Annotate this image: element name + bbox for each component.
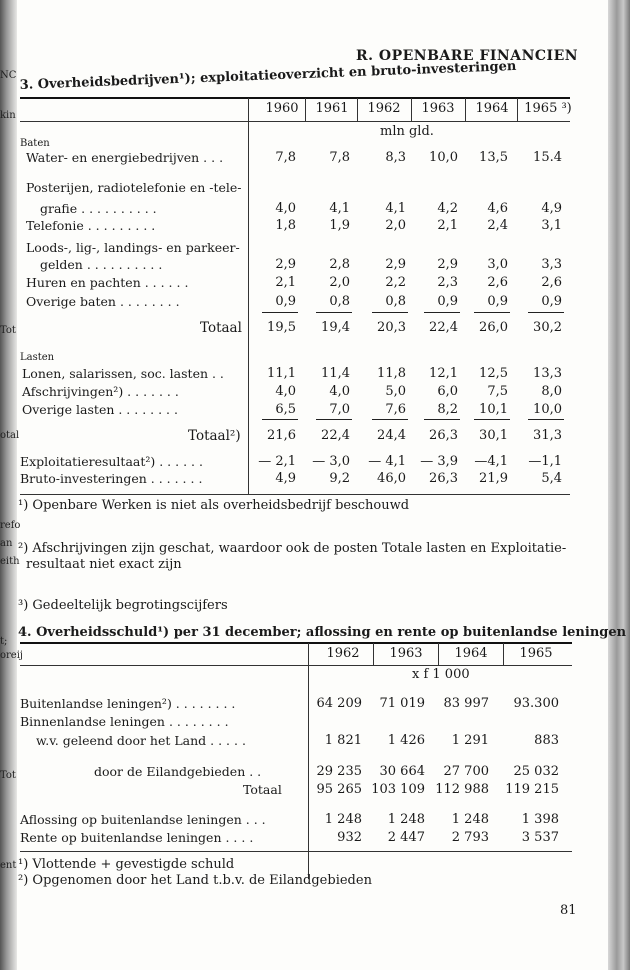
table-cell: 93.300	[513, 696, 559, 711]
table-cell: 1 248	[451, 812, 489, 827]
table-cell: 20,3	[377, 320, 406, 335]
table-cell: 4,1	[329, 201, 350, 216]
table-cell: 19,4	[321, 320, 350, 335]
row-label: Afschrijvingen²) . . . . . . .	[22, 384, 179, 399]
row-label: Totaal	[200, 320, 242, 336]
table-cell: 4,9	[541, 201, 562, 216]
year-header: 1960	[265, 101, 299, 116]
margin-fragment: ent	[0, 860, 17, 871]
table-cell: 1,9	[329, 218, 350, 233]
column-divider	[438, 643, 439, 666]
row-label: Rente op buitenlandse leningen . . . .	[20, 830, 254, 845]
section-heading: R. OPENBARE FINANCIEN	[356, 48, 579, 64]
table-cell: —1,1	[528, 454, 562, 469]
table-cell: — 3,9	[420, 454, 458, 469]
table-cell: 19,5	[267, 320, 296, 335]
table-cell: 13,3	[533, 366, 562, 381]
table-cell: 3,3	[541, 257, 562, 272]
margin-fragment: Tot	[0, 770, 16, 781]
sum-underline	[424, 419, 460, 420]
table-cell: 71 019	[379, 696, 425, 711]
table-cell: — 2,1	[258, 454, 296, 469]
facing-page-edge	[0, 0, 20, 970]
row-label: Totaal	[243, 782, 282, 797]
footnote: ²) Afschrijvingen zijn geschat, waardoor ook de posten Totale lasten en Exploitatie-	[18, 541, 567, 556]
table-cell: 64 209	[316, 696, 362, 711]
margin-fragment: Tot	[0, 325, 16, 336]
table-cell: 2,1	[275, 275, 296, 290]
table-cell: 11,1	[267, 366, 296, 381]
column-divider	[465, 98, 466, 122]
table-cell: 4,0	[329, 384, 350, 399]
table-cell: 26,3	[429, 428, 458, 443]
table-cell: 30 664	[379, 764, 425, 779]
margin-fragment: kin	[0, 110, 16, 121]
margin-fragment: t;	[0, 636, 8, 647]
table-cell: —4,1	[474, 454, 508, 469]
year-header: 1964	[475, 101, 509, 116]
table-cell: 2,1	[437, 218, 458, 233]
footnote: ¹) Openbare Werken is niet als overheidsbedrijf beschouwd	[18, 498, 410, 513]
table-cell: 22,4	[429, 320, 458, 335]
column-divider	[503, 643, 504, 666]
table-cell: 2,2	[385, 275, 406, 290]
table-cell: 1 398	[521, 812, 559, 827]
table2-label-divider	[308, 643, 309, 879]
sum-underline	[474, 312, 510, 313]
table-cell: 4,0	[275, 384, 296, 399]
year-header: 1963	[421, 101, 455, 116]
table-cell: 5,0	[385, 384, 406, 399]
table-cell: 11,8	[377, 366, 406, 381]
table1-title: 3. Overheidsbedrijven¹); exploitatieoverzicht en bruto-investeringen	[19, 58, 517, 93]
table-cell: 7,8	[329, 150, 350, 165]
table-cell: 103 109	[371, 782, 425, 797]
table-cell: 6,0	[437, 384, 458, 399]
table-cell: 119 215	[505, 782, 559, 797]
table-cell: 21,6	[267, 428, 296, 443]
sum-underline	[262, 419, 298, 420]
table-cell: 83 997	[443, 696, 489, 711]
table-cell: 2,4	[487, 218, 508, 233]
row-label: door de Eilandgebieden . .	[94, 764, 262, 779]
table-cell: 0,8	[329, 294, 350, 309]
year-header: 1963	[389, 646, 423, 661]
table-cell: 7,0	[329, 402, 350, 417]
table-cell: 932	[337, 830, 362, 845]
table1-unit: mln gld.	[380, 124, 434, 139]
table-cell: 3 537	[521, 830, 559, 845]
table-cell: 31,3	[533, 428, 562, 443]
row-label: Baten	[20, 138, 50, 149]
table-cell: 0,9	[275, 294, 296, 309]
table-cell: 10,0	[533, 402, 562, 417]
table-cell: 6,5	[275, 402, 296, 417]
column-divider	[373, 643, 374, 666]
sum-underline	[316, 312, 352, 313]
table-cell: 5,4	[541, 471, 562, 486]
sum-underline	[528, 419, 564, 420]
table-cell: 2,9	[385, 257, 406, 272]
table-cell: 24,4	[377, 428, 406, 443]
year-header: 1965 ³)	[524, 101, 572, 116]
table-cell: 0,8	[385, 294, 406, 309]
table-cell: 2,9	[437, 257, 458, 272]
row-label: Posterijen, radiotelefonie en -tele-	[26, 180, 242, 195]
row-label: Loods-, lig-, landings- en parkeer-	[26, 240, 240, 255]
table-cell: 12,5	[479, 366, 508, 381]
sum-underline	[372, 312, 408, 313]
table-cell: 4,1	[385, 201, 406, 216]
table2-title: 4. Overheidsschuld¹) per 31 december; aflossing en rente op buitenlandse leningen	[18, 625, 627, 640]
table-cell: 112 988	[435, 782, 489, 797]
footnote: ²) Opgenomen door het Land t.b.v. de Eilandgebieden	[18, 873, 372, 888]
year-header: 1961	[315, 101, 349, 116]
table-cell: 22,4	[321, 428, 350, 443]
sum-underline	[372, 419, 408, 420]
table-cell: 2 447	[387, 830, 425, 845]
table-cell: 26,0	[479, 320, 508, 335]
row-label: w.v. geleend door het Land . . . . .	[36, 733, 246, 748]
table-cell: 9,2	[329, 471, 350, 486]
row-label: gelden . . . . . . . . . .	[40, 257, 163, 272]
table-cell: 1 426	[387, 733, 425, 748]
table-cell: 4,6	[487, 201, 508, 216]
row-label: Aflossing op buitenlandse leningen . . .	[20, 812, 266, 827]
footnote: resultaat niet exact zijn	[26, 557, 182, 572]
sum-underline	[474, 419, 510, 420]
table-cell: 7,8	[275, 150, 296, 165]
table1-bottom-rule	[20, 494, 570, 495]
row-label: Water- en energiebedrijven . . .	[26, 150, 224, 165]
table-cell: 30,2	[533, 320, 562, 335]
table-cell: 1 821	[324, 733, 362, 748]
table-cell: 7,5	[487, 384, 508, 399]
table-cell: 3,1	[541, 218, 562, 233]
table-cell: 0,9	[437, 294, 458, 309]
margin-fragment: NC	[0, 70, 17, 81]
table-cell: 10,1	[479, 402, 508, 417]
table-cell: 2,6	[487, 275, 508, 290]
table-cell: 2,6	[541, 275, 562, 290]
table-cell: 2,9	[275, 257, 296, 272]
table-cell: 12,1	[429, 366, 458, 381]
table-cell: 883	[534, 733, 559, 748]
table-cell: 1,8	[275, 218, 296, 233]
row-label: Huren en pachten . . . . . .	[26, 275, 189, 290]
table-cell: 95 265	[316, 782, 362, 797]
page-edge-shadow	[608, 0, 630, 970]
table-cell: 21,9	[479, 471, 508, 486]
row-label: Lasten	[20, 352, 55, 363]
page-number: 81	[560, 903, 577, 918]
table-cell: 30,1	[479, 428, 508, 443]
footnote: ¹) Vlottende + gevestigde schuld	[18, 857, 235, 872]
row-label: Binnenlandse leningen . . . . . . . .	[20, 714, 229, 729]
table-cell: 11,4	[321, 366, 350, 381]
table-cell: 0,9	[541, 294, 562, 309]
row-label: Lonen, salarissen, soc. lasten . .	[22, 366, 224, 381]
table-cell: — 4,1	[368, 454, 406, 469]
table2-header-rule	[20, 665, 572, 666]
row-label: Bruto-investeringen . . . . . . .	[20, 471, 203, 486]
table-cell: 46,0	[377, 471, 406, 486]
year-header: 1964	[454, 646, 488, 661]
table-cell: 8,3	[385, 150, 406, 165]
sum-underline	[424, 312, 460, 313]
table2-bottom-rule	[20, 851, 572, 852]
table-cell: — 3,0	[312, 454, 350, 469]
row-label: Buitenlandse leningen²) . . . . . . . .	[20, 696, 236, 711]
table-cell: 4,9	[275, 471, 296, 486]
sum-underline	[528, 312, 564, 313]
footnote: ³) Gedeeltelijk begrotingscijfers	[18, 598, 228, 613]
margin-fragment: refo	[0, 520, 21, 531]
table1-label-divider	[248, 121, 249, 494]
row-label: Totaal²)	[188, 428, 241, 444]
table-cell: 4,2	[437, 201, 458, 216]
table-cell: 1 248	[387, 812, 425, 827]
table-cell: 1 248	[324, 812, 362, 827]
table-cell: 7,6	[385, 402, 406, 417]
margin-fragment: eith	[0, 556, 20, 567]
year-header: 1965	[519, 646, 553, 661]
year-header: 1962	[326, 646, 360, 661]
sum-underline	[316, 419, 352, 420]
table2-unit: x f 1 000	[412, 667, 470, 682]
table-cell: 8,2	[437, 402, 458, 417]
table-cell: 26,3	[429, 471, 458, 486]
table-cell: 8,0	[541, 384, 562, 399]
table-cell: 2,8	[329, 257, 350, 272]
table-cell: 15.4	[533, 150, 562, 165]
table1-header-rule	[20, 121, 570, 122]
row-label: Overige baten . . . . . . . .	[26, 294, 180, 309]
margin-fragment: an	[0, 538, 13, 549]
table-cell: 27 700	[443, 764, 489, 779]
row-label: Exploitatieresultaat²) . . . . . .	[20, 454, 203, 469]
column-divider	[517, 98, 518, 122]
column-divider	[357, 98, 358, 122]
margin-fragment: oreij	[0, 650, 24, 661]
table-cell: 2,0	[385, 218, 406, 233]
row-label: grafie . . . . . . . . . .	[40, 201, 157, 216]
table2-top-rule	[20, 642, 572, 644]
column-divider	[305, 98, 306, 122]
year-header: 1962	[367, 101, 401, 116]
column-divider	[411, 98, 412, 122]
table-cell: 10,0	[429, 150, 458, 165]
table-cell: 29 235	[316, 764, 362, 779]
table-cell: 2,0	[329, 275, 350, 290]
table-cell: 4,0	[275, 201, 296, 216]
table-cell: 1 291	[451, 733, 489, 748]
row-label: Overige lasten . . . . . . . .	[22, 402, 178, 417]
table-cell: 2 793	[451, 830, 489, 845]
row-label: Telefonie . . . . . . . . .	[26, 218, 156, 233]
table-cell: 3,0	[487, 257, 508, 272]
table-cell: 25 032	[513, 764, 559, 779]
sum-underline	[262, 312, 298, 313]
table1-top-rule	[20, 97, 570, 99]
table-cell: 2,3	[437, 275, 458, 290]
table-cell: 13,5	[479, 150, 508, 165]
table1-header-divider	[248, 98, 249, 122]
margin-fragment: otal	[0, 430, 20, 441]
table-cell: 0,9	[487, 294, 508, 309]
